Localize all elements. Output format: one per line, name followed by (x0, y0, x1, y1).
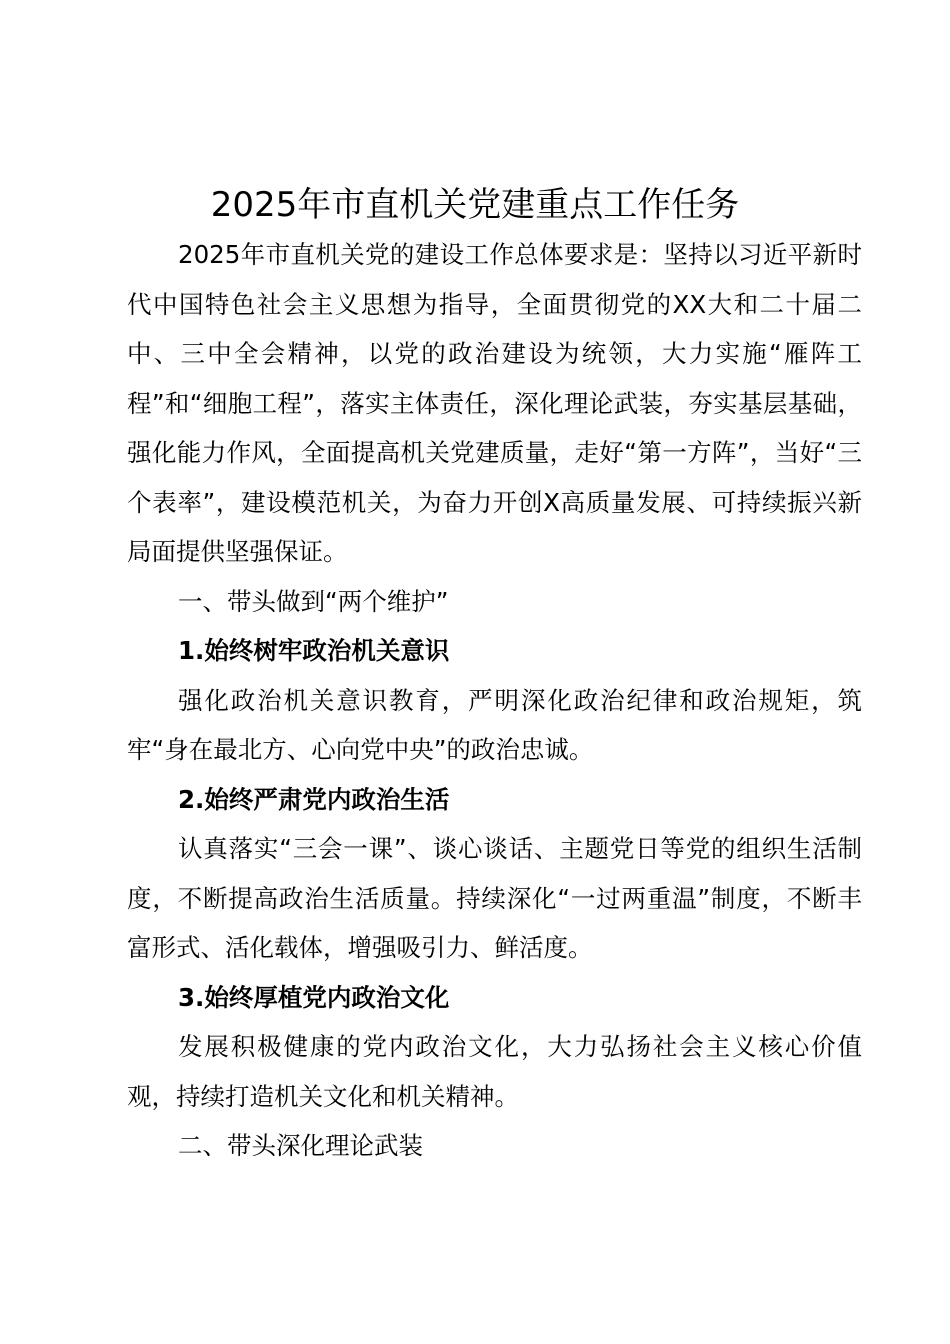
section-heading-1: 一、带头做到“两个维护” (178, 586, 449, 616)
subsection-paragraph-3: 发展积极健康的党内政治文化，大力弘扬社会主义核心价值观，持续打造机关文化和机关精神。 (127, 1032, 862, 1111)
subsection-heading-1: 1.始终树牢政治机关意识 (178, 636, 450, 665)
subsection-paragraph-2: 认真落实“三会一课”、谈心谈话、主题党日等党的组织生活制度，不断提高政治生活质量。持续深化“一过两重温”制度，不断丰富形式、活化载体，增强吸引力、鲜活度。 (127, 834, 862, 962)
subsection-paragraph-1: 强化政治机关意识教育，严明深化政治纪律和政治规矩，筑牢“身在最北方、心向党中央”的政治忠诚。 (127, 685, 862, 764)
subsection-heading-3: 3.始终厚植党内政治文化 (178, 982, 450, 1012)
intro-paragraph: 2025年市直机关党的建设工作总体要求是：坚持以习近平新时代中国特色社会主义思想为指导，全面贯彻党的XX大和二十届二中、三中全会精神，以党的政治建设为统领，大力实施“雁阵工程”和“细胞工程”，落实主体责任，深化理论武装，夯实基层基础，强化能力作风，全面提高机关党建质量，走好“第一方阵”，当好“三个表率”，建设模范机关，为奋力开创X高质量发展、可持续振兴新局面提供坚强保证。 (127, 240, 862, 566)
subsection-heading-2: 2.始终严肃党内政治生活 (178, 784, 450, 814)
document-title: 2025年市直机关党建重点工作任务 (210, 185, 740, 225)
section-heading-2: 二、带头深化理论武装 (178, 1131, 423, 1160)
document-body (127, 230, 862, 1171)
